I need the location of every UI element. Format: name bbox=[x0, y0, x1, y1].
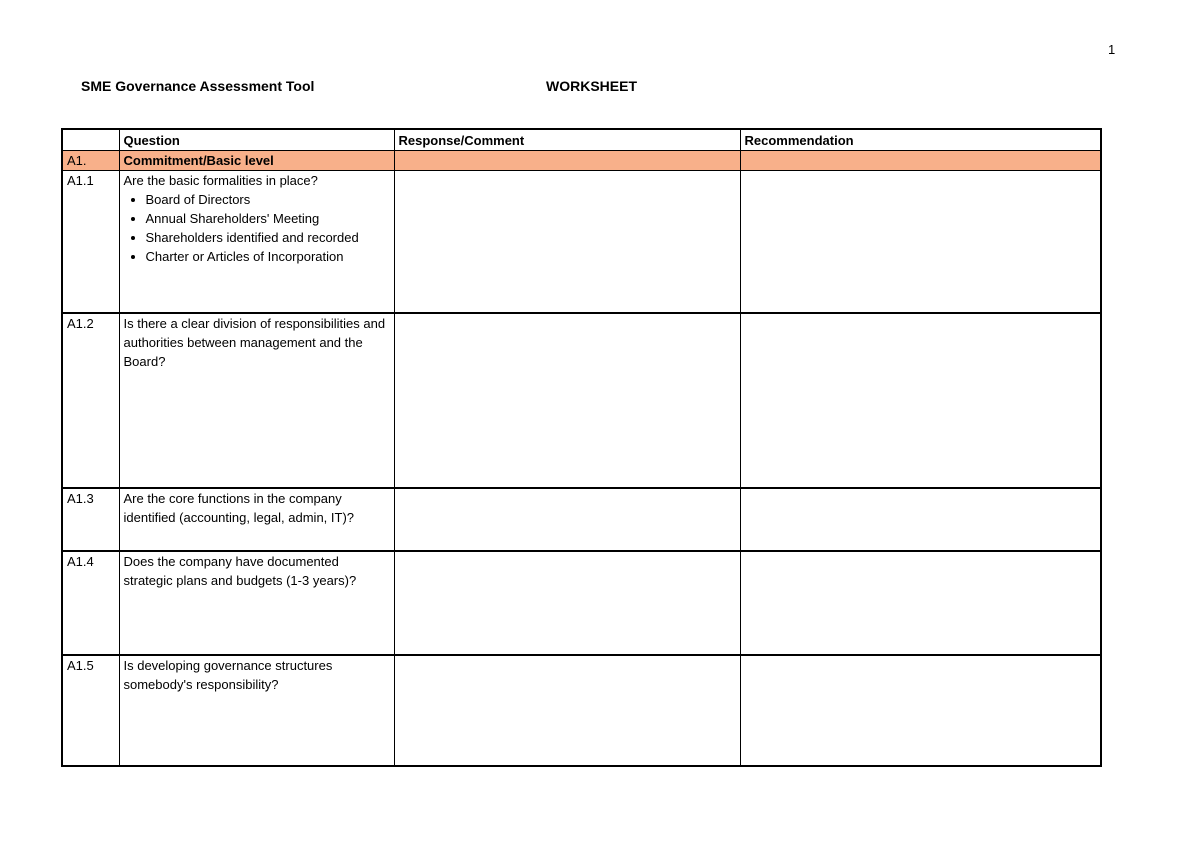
recommendation-cell[interactable] bbox=[740, 171, 1101, 313]
table-header-row bbox=[62, 129, 1101, 151]
header-response: Response/Comment bbox=[394, 129, 740, 151]
section-row bbox=[62, 151, 1101, 171]
recommendation-cell[interactable] bbox=[740, 551, 1101, 655]
header-id bbox=[62, 129, 119, 151]
section-response-cell bbox=[394, 151, 740, 171]
bullet-item: • Charter or Articles of Incorporation bbox=[146, 247, 390, 266]
question-text: Is developing governance structures somebody's responsibility? bbox=[123, 657, 333, 692]
section-id: A1. bbox=[62, 151, 119, 171]
table-row bbox=[62, 655, 1101, 766]
response-cell[interactable] bbox=[394, 488, 740, 551]
question-id: A1.2 bbox=[62, 313, 119, 488]
response-cell[interactable] bbox=[394, 313, 740, 488]
document-title: SME Governance Assessment Tool bbox=[81, 78, 315, 94]
worksheet-table bbox=[61, 128, 1102, 767]
question-text: Are the basic formalities in place? bbox=[123, 173, 318, 188]
page-number: 1 bbox=[1108, 42, 1116, 57]
bullet-item: • Annual Shareholders' Meeting bbox=[146, 209, 390, 228]
question-id: A1.1 bbox=[62, 171, 119, 313]
recommendation-cell[interactable] bbox=[740, 313, 1101, 488]
response-cell[interactable] bbox=[394, 551, 740, 655]
table-row bbox=[62, 488, 1101, 551]
question-id: A1.4 bbox=[62, 551, 119, 655]
question-cell bbox=[119, 551, 394, 655]
table-row bbox=[62, 313, 1101, 488]
section-title: Commitment/Basic level bbox=[119, 151, 394, 171]
bullet-item: • Shareholders identified and recorded bbox=[146, 228, 390, 247]
document-subtitle: WORKSHEET bbox=[546, 78, 637, 94]
question-id: A1.3 bbox=[62, 488, 119, 551]
response-cell[interactable] bbox=[394, 171, 740, 313]
recommendation-cell[interactable] bbox=[740, 655, 1101, 766]
question-cell bbox=[119, 488, 394, 551]
table-row bbox=[62, 551, 1101, 655]
recommendation-cell[interactable] bbox=[740, 488, 1101, 551]
question-cell bbox=[119, 655, 394, 766]
section-recommendation-cell bbox=[740, 151, 1101, 171]
header-recommendation: Recommendation bbox=[740, 129, 1101, 151]
table-row bbox=[62, 171, 1101, 313]
response-cell[interactable] bbox=[394, 655, 740, 766]
question-cell bbox=[119, 313, 394, 488]
header-question: Question bbox=[119, 129, 394, 151]
question-text: Is there a clear division of responsibilities and authorities between management and the Board? bbox=[123, 315, 386, 369]
question-id: A1.5 bbox=[62, 655, 119, 766]
question-text: Does the company have documented strategic plans and budgets (1-3 years)? bbox=[123, 553, 357, 588]
question-cell bbox=[119, 171, 394, 313]
question-text: Are the core functions in the company identified (accounting, legal, admin, IT)? bbox=[123, 490, 355, 525]
question-bullet-list bbox=[124, 190, 390, 266]
bullet-item: • Board of Directors bbox=[146, 190, 390, 209]
